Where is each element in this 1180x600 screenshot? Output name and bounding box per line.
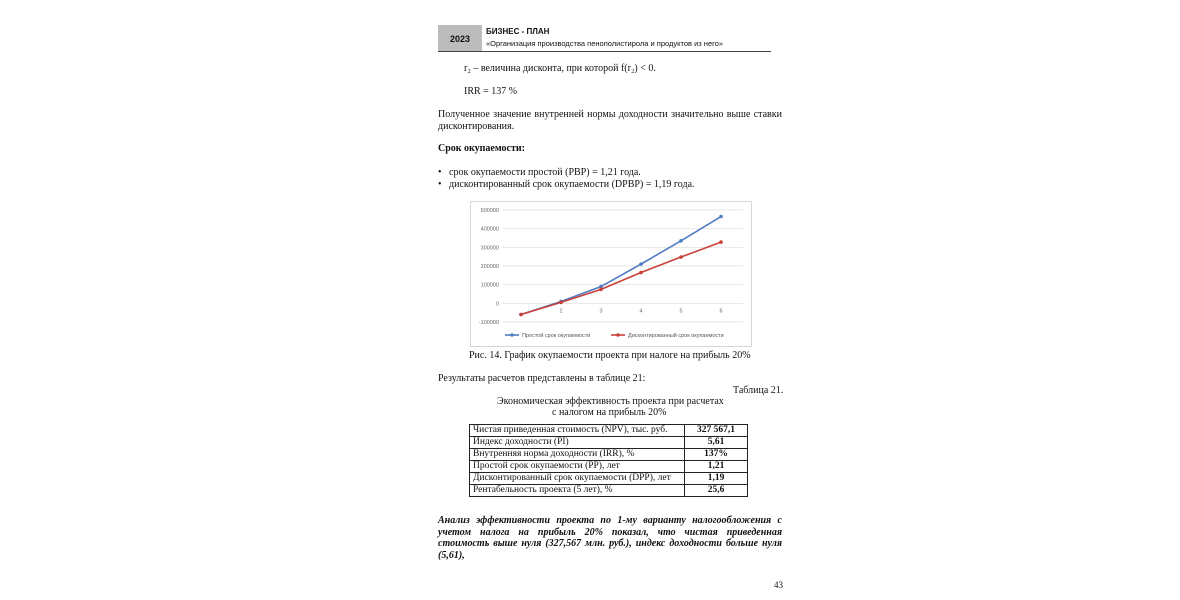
row-label: Простой срок окупаемости (PP), лет	[470, 461, 685, 473]
row-label: Чистая приведенная стоимость (NPV), тыс. руб.	[470, 425, 685, 437]
y-tick-label: -100000	[478, 320, 499, 326]
data-point	[519, 313, 523, 317]
data-point	[679, 239, 683, 243]
table-row	[470, 437, 748, 449]
x-tick-label: 6	[719, 308, 723, 315]
header-year-box: 2023	[438, 25, 482, 52]
row-label: Индекс доходности (PI)	[470, 437, 685, 449]
table-row	[470, 485, 748, 497]
table-row	[470, 449, 748, 461]
x-tick-label: 3	[599, 308, 603, 315]
figure-caption: Рис. 14. График окупаемости проекта при налоге на прибыль 20%	[469, 350, 751, 361]
legend-marker	[510, 333, 514, 337]
efficiency-table	[469, 424, 748, 497]
payback-heading: Срок окупаемости:	[438, 143, 525, 154]
results-intro: Результаты расчетов представлены в таблице 21:	[438, 373, 646, 384]
header-divider	[438, 51, 771, 52]
row-label: Дисконтированный срок окупаемости (DPP), лет	[470, 473, 685, 485]
bullet-icon: •	[438, 167, 450, 178]
legend-label: Дисконтированный срок окупаемости	[628, 333, 724, 339]
data-point	[719, 240, 723, 244]
table-row	[470, 425, 748, 437]
irr-line: IRR = 137 %	[464, 86, 518, 97]
bullet-icon: •	[438, 179, 450, 190]
x-tick-label: 4	[639, 308, 643, 315]
data-point	[599, 288, 603, 292]
table-row	[470, 461, 748, 473]
page-number: 43	[774, 580, 783, 590]
table-title-line-2: с налогом на прибыль 20%	[552, 407, 667, 418]
row-label: Внутренняя норма доходности (IRR), %	[470, 449, 685, 461]
y-tick-label: 400000	[480, 226, 499, 233]
payback-chart	[470, 201, 752, 347]
y-tick-label: 500000	[480, 208, 499, 214]
y-tick-label: 100000	[480, 282, 499, 289]
bullet-item	[438, 167, 641, 178]
bullet-item	[438, 179, 695, 190]
y-tick-label: 300000	[480, 245, 499, 252]
paragraph-irr: Полученное значение внутренней нормы доходности значительно выше ставки дисконтирования.	[438, 109, 782, 132]
data-point	[639, 262, 643, 266]
bullet-text: срок окупаемости простой (PBP) = 1,21 года.	[449, 167, 641, 178]
series-line	[521, 217, 721, 315]
table-title-line-1: Экономическая эффективность проекта при расчетах	[497, 396, 724, 407]
legend-label: Простой срок окупаемости	[522, 333, 591, 339]
data-point	[679, 255, 683, 259]
data-point	[639, 271, 643, 275]
x-tick-label: 5	[679, 308, 683, 315]
legend-marker	[616, 333, 620, 337]
x-tick-label: 2	[559, 308, 563, 315]
row-value: 1,19	[685, 473, 748, 485]
row-value: 327 567,1	[685, 425, 748, 437]
row-value: 5,61	[685, 437, 748, 449]
data-point	[719, 215, 723, 219]
chart-svg	[471, 202, 751, 346]
row-value: 25,6	[685, 485, 748, 497]
header-subtitle: «Организация производства пенополистирола и продуктов из него»	[486, 39, 724, 48]
y-tick-label: 0	[495, 301, 499, 308]
header-title: БИЗНЕС - ПЛАН	[486, 27, 550, 36]
row-label: Рентабельность проекта (5 лет), %	[470, 485, 685, 497]
y-tick-label: 200000	[480, 264, 499, 270]
table-row	[470, 473, 748, 485]
row-value: 1,21	[685, 461, 748, 473]
bullet-text: дисконтированный срок окупаемости (DPBP) = 1,19 года.	[449, 179, 695, 190]
r2-line: r₂ – величина дисконта, при которой f(r₂) < 0.	[464, 63, 656, 74]
data-point	[559, 301, 563, 305]
analysis-paragraph: Анализ эффективности проекта по 1-му варианту налогообложения с учетом налога на прибыль 20% показал, что чистая приведенная стоимость выше нуля (327,567 млн. руб.), индекс доходности больше нуля (5,61),	[438, 515, 782, 561]
row-value: 137%	[685, 449, 748, 461]
table-number: Таблица 21.	[733, 385, 784, 396]
